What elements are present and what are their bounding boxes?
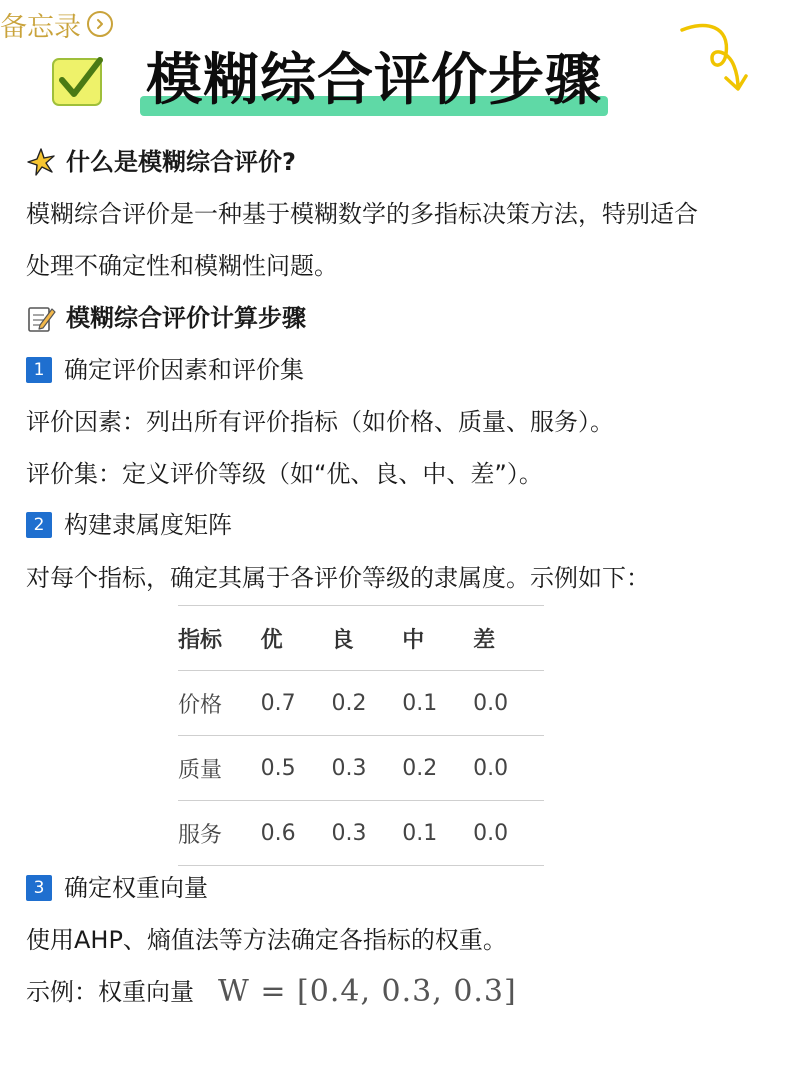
step-3-heading bbox=[26, 871, 208, 905]
section-heading-text: 模糊综合评价计算步骤 bbox=[66, 304, 306, 332]
step-2-heading bbox=[26, 508, 232, 542]
section-heading-what bbox=[26, 145, 296, 179]
table-cell: 0.2 bbox=[331, 690, 367, 716]
paragraph-line: 模糊综合评价是一种基于模糊数学的多指标决策方法，特别适合 bbox=[26, 200, 698, 228]
table-cell: 服务 bbox=[178, 822, 223, 848]
section-heading-text: 什么是模糊综合评价? bbox=[66, 148, 296, 176]
sparkle-icon bbox=[26, 147, 56, 177]
step-1-heading bbox=[26, 353, 304, 387]
table-cell: 0.2 bbox=[402, 755, 438, 781]
paragraph-line: 处理不确定性和模糊性问题。 bbox=[26, 252, 338, 280]
memo-link[interactable] bbox=[0, 4, 113, 44]
table-header-cell: 中 bbox=[402, 627, 425, 653]
table-cell: 0.0 bbox=[473, 690, 509, 716]
table-cell: 0.0 bbox=[473, 820, 509, 846]
paragraph-line: 评价因素：列出所有评价指标（如价格、质量、服务）。 bbox=[26, 408, 614, 436]
table-cell: 0.5 bbox=[260, 755, 296, 781]
table-header-cell: 良 bbox=[331, 627, 354, 653]
paragraph-line: 对每个指标，确定其属于各评价等级的隶属度。示例如下： bbox=[26, 564, 650, 592]
memo-label: 备忘录 bbox=[0, 11, 81, 43]
step-number-badge: 2 bbox=[26, 512, 52, 538]
table-row bbox=[178, 736, 544, 801]
paragraph-line: 使用AHP、熵值法等方法确定各指标的权重。 bbox=[26, 926, 507, 954]
table-header-cell: 指标 bbox=[178, 627, 223, 653]
membership-matrix-table bbox=[178, 605, 544, 866]
memo-pencil-icon bbox=[26, 303, 56, 333]
step-title: 确定权重向量 bbox=[64, 874, 208, 902]
table-header-cell: 差 bbox=[473, 627, 496, 653]
example-line bbox=[26, 975, 517, 1009]
table-header-cell: 优 bbox=[260, 627, 283, 653]
table-row bbox=[178, 671, 544, 736]
step-number-badge: 3 bbox=[26, 875, 52, 901]
table-cell: 0.0 bbox=[473, 755, 509, 781]
curly-arrow-icon bbox=[676, 18, 752, 92]
weight-vector-formula: W = [0.4, 0.3, 0.3] bbox=[218, 974, 517, 1009]
step-number-badge: 1 bbox=[26, 357, 52, 383]
chevron-right-circle-icon bbox=[87, 11, 113, 37]
paragraph-line: 示例：权重向量 bbox=[26, 978, 194, 1006]
table-header-row bbox=[178, 606, 544, 671]
table-cell: 0.1 bbox=[402, 690, 438, 716]
table-cell: 0.3 bbox=[331, 755, 367, 781]
paragraph-line: 评价集：定义评价等级（如“优、良、中、差”）。 bbox=[26, 460, 543, 488]
page-title: 模糊综合评价步骤 bbox=[146, 48, 602, 113]
table-cell: 价格 bbox=[178, 692, 223, 718]
table-cell: 质量 bbox=[178, 757, 223, 783]
table-cell: 0.6 bbox=[260, 820, 296, 846]
table-cell: 0.7 bbox=[260, 690, 296, 716]
table-cell: 0.3 bbox=[331, 820, 367, 846]
table-cell: 0.1 bbox=[402, 820, 438, 846]
page-title-wrap bbox=[146, 44, 602, 118]
section-heading-steps bbox=[26, 301, 306, 335]
step-title: 确定评价因素和评价集 bbox=[64, 356, 304, 384]
table-row bbox=[178, 801, 544, 866]
checkbox-checked-icon bbox=[50, 54, 108, 110]
step-title: 构建隶属度矩阵 bbox=[64, 511, 232, 539]
